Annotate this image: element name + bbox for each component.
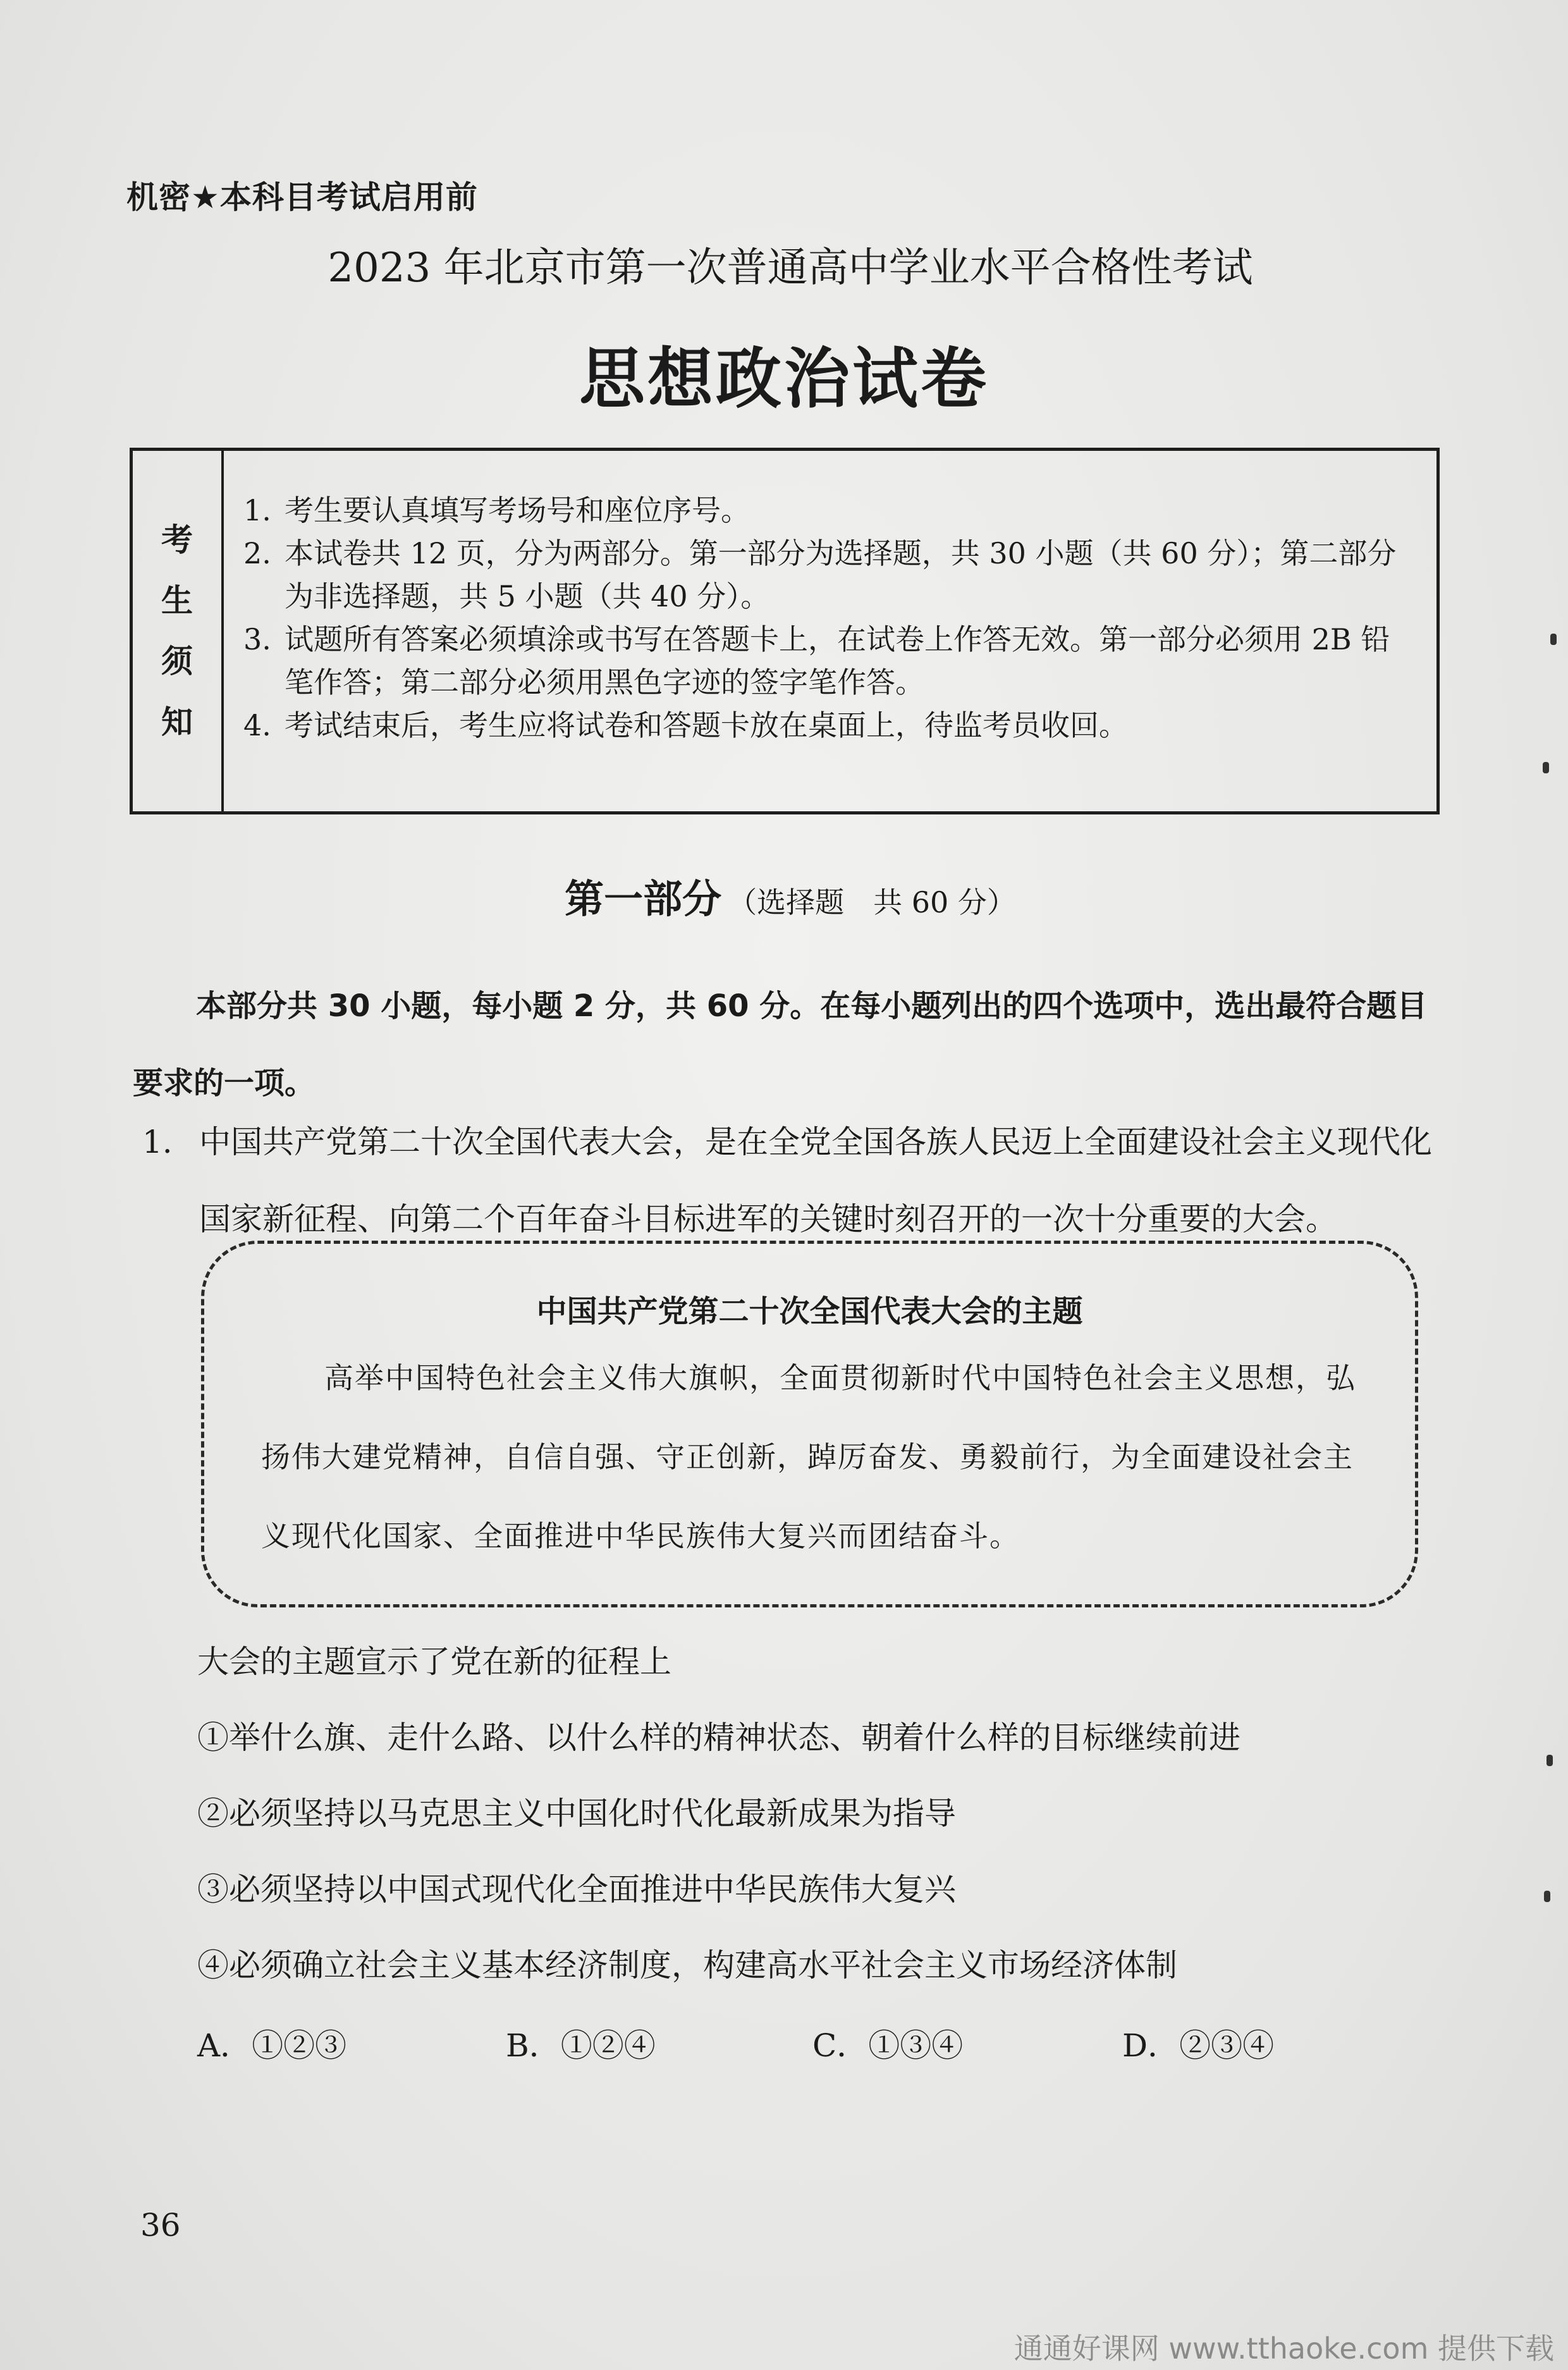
option-a: A．①②③ [197, 2027, 347, 2064]
part-one-heading [0, 868, 1568, 924]
exam-title: 2023 年北京市第一次普通高中学业水平合格性考试 [328, 245, 1253, 292]
notice-side-label [133, 451, 224, 811]
option-d: D．②③④ [1122, 2027, 1275, 2064]
notice-side-char: 考 [161, 522, 193, 558]
notice-item-text: 考试结束后，考生应将试卷和答题卡放在桌面上，待监考员收回。 [285, 708, 1128, 742]
watermark-footer: 通通好课网 www.tthaoke.com 提供下载 [1014, 2331, 1554, 2366]
question-number: 1. [142, 1124, 173, 1160]
option-b: B．①②④ [506, 2027, 656, 2064]
question-text: 中国共产党第二十次全国代表大会，是在全党全国各族人民迈上全面建设社会主义现代化国家新征程、向第二个百年奋斗目标进军的关键时刻召开的一次十分重要的大会。 [199, 1124, 1432, 1237]
statement-1: ①举什么旗、走什么路、以什么样的精神状态、朝着什么样的目标继续前进 [197, 1719, 1240, 1756]
statement-3: ③必须坚持以中国式现代化全面推进中华民族伟大复兴 [197, 1871, 956, 1908]
statement-4: ④必须确立社会主义基本经济制度，构建高水平社会主义市场经济体制 [197, 1947, 1177, 1984]
part-one-title: 第一部分 [565, 876, 722, 922]
congress-theme-box [201, 1241, 1418, 1607]
question-1 [142, 1103, 1451, 1258]
notice-item [243, 532, 1418, 618]
statement-2: ②必须坚持以马克思主义中国化时代化最新成果为指导 [197, 1795, 956, 1832]
subject-title: 思想政治试卷 [579, 340, 989, 417]
notice-item-number: 3. [243, 622, 271, 656]
confidential-label: 机密★本科目考试启用前 [126, 179, 478, 216]
notice-item-text: 本试卷共 12 页，分为两部分。第一部分为选择题，共 30 小题（共 60 分）；第二部分为非选择题，共 5 小题（共 40 分）。 [285, 536, 1397, 613]
notice-item [243, 489, 1418, 532]
notice-item-number: 1. [243, 493, 271, 527]
page-number: 36 [140, 2207, 181, 2244]
margin-speck [1543, 762, 1549, 773]
question-stem: 大会的主题宣示了党在新的征程上 [197, 1643, 671, 1680]
notice-item-number: 2. [243, 536, 271, 570]
part-one-instructions: 本部分共 30 小题，每小题 2 分，共 60 分。在每小题列出的四个选项中，选出最符合题目要求的一项。 [133, 988, 1428, 1101]
notice-item-text: 考生要认真填写考场号和座位序号。 [285, 493, 750, 527]
theme-box-title: 中国共产党第二十次全国代表大会的主题 [536, 1294, 1083, 1329]
notice-side-char: 生 [161, 582, 193, 619]
notice-list [243, 489, 1418, 747]
margin-speck [1544, 1891, 1550, 1902]
notice-item-number: 4. [243, 708, 271, 742]
theme-box-text: 高举中国特色社会主义伟大旗帜，全面贯彻新时代中国特色社会主义思想，弘扬伟大建党精神，自信自强、守正创新，踔厉奋发、勇毅前行，为全面建设社会主义现代化国家、全面推进中华民族伟大复兴而团结奋斗。 [261, 1361, 1356, 1553]
notice-side-char: 须 [161, 643, 193, 680]
margin-speck [1547, 1755, 1553, 1766]
notice-item-text: 试题所有答案必须填涂或书写在答题卡上，在试卷上作答无效。第一部分必须用 2B 铅笔作答；第二部分必须用黑色字迹的签字笔作答。 [285, 622, 1390, 699]
option-c: C．①③④ [812, 2027, 964, 2064]
notice-item [243, 618, 1418, 704]
part-one-note: （选择题 共 60 分） [728, 885, 1016, 919]
notice-side-char: 知 [161, 704, 193, 740]
margin-speck [1550, 634, 1557, 645]
notice-item [243, 704, 1418, 747]
candidate-notice-box [130, 448, 1440, 814]
